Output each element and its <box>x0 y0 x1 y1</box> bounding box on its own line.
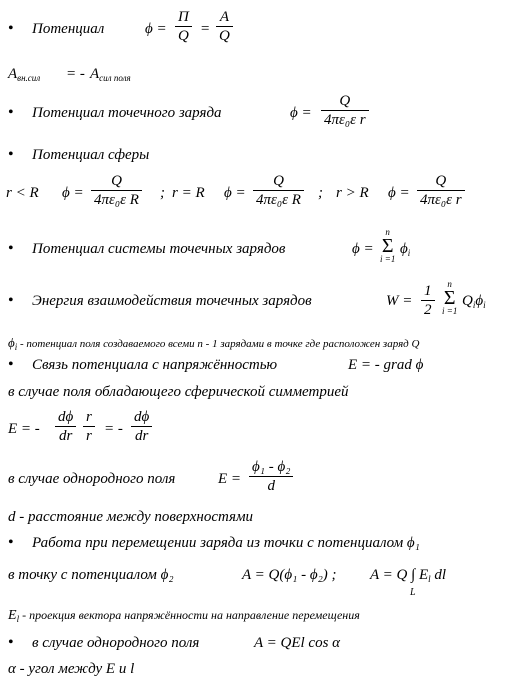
uniform-work-formula: A = QEl cos α <box>254 635 341 651</box>
potential-eq: ϕ = <box>145 21 167 37</box>
spherical-text: в случае поля обладающего сферической симметрией <box>8 384 349 400</box>
bullet: • <box>8 20 14 37</box>
bullet: • <box>8 240 14 257</box>
gradient-label: Связь потенциала с напряжённостью <box>32 357 278 373</box>
gradient-formula: E = - grad ϕ <box>348 357 424 373</box>
bullet: • <box>8 534 14 551</box>
potential-equals: = <box>200 21 211 37</box>
interaction-note: $\phi_i$ - потенциал поля создаваемого всеми n - 1 зарядами в точке где расположен заряд Q <box>8 335 420 352</box>
system-label: Потенциал системы точечных зарядов <box>32 241 286 257</box>
bullet: • <box>8 356 14 373</box>
angle-text: α - угол между E и l <box>8 661 135 677</box>
bullet: • <box>8 146 14 163</box>
potential-frac-1: П Q <box>175 8 192 45</box>
sphere-frac-2: $\frac{Q}{\text{4πε₀ε R}}$ <box>253 172 304 209</box>
interaction-label: Энергия взаимодействия точечных зарядов <box>32 293 312 309</box>
uniform-work-label: в случае однородного поля <box>32 635 200 651</box>
potential-frac-2: $\frac{A}{Q}$ <box>216 8 233 45</box>
potential-label: Потенциал <box>32 21 105 37</box>
point-charge-frac: $\frac{Q}{\text{4πε₀ε r}}$ <box>321 92 369 129</box>
projection-text: $E_l$ - проекция вектора напряжённости на направление перемещения <box>8 608 360 624</box>
document-page: • Потенциал ϕ = П Q = $\frac{A}{Q}$ $A_{вн.сил}$ = - $A_{сил поля}$ • Потенциал точечного заряда ϕ = $\frac{Q}{\text{4πε₀ε r}}$ • Потенциал сферы r < R ϕ = $\frac{Q}{\text{4πε₀ε R}}$ ; r = R ϕ = $\frac{Q}{\text{4πε₀ε R}}$ ; r > R ϕ = $\frac{Q}{\text{4πε₀ε r}}$ • Потенциал системы точечных зарядов ϕ = n Σ i =1 $\phi_i$ • Энергия взаимодействия точечных зарядов W = $\frac{1}{2}$ n Σ i =1 $Q_i\phi_i$ $\phi_i$ - потенциал поля создаваемого всеми n - 1 зарядами в точке где расположен заряд Q • Связь потенциала с напряжённостью E = - grad ϕ в случае поля обладающего сферической симметрией E = - $\frac{d\phi}{dr}$ $\frac{r}{r}$ = - $\frac{d\phi}{dr}$ в случае однородного поля E = $\frac{\text{ϕ₁ - ϕ₂}}{d}$ d - расстояние между поверхностями • Работа при перемещении заряда из точки с потенциалом ϕ₁ в точку с потенциалом ϕ₂ A = Q(ϕ₁ - ϕ₂) ; A = Q ∫ $E_l$ dl L $E_l$ - проекция вектора напряжённости на направление перемещения • в случае однородного поля A = QEl cos α α - угол между E и l <box>6 9 486 677</box>
sphere-frac-1: $\frac{Q}{\text{4πε₀ε R}}$ <box>91 172 142 209</box>
interaction-frac: $\frac{1}{2}$ <box>421 282 435 319</box>
sphere-frac-3: $\frac{Q}{\text{4πε₀ε r}}$ <box>417 172 465 209</box>
bullet: • <box>8 634 14 651</box>
sphere-label: Потенциал сферы <box>32 147 150 163</box>
bullet: • <box>8 292 14 309</box>
point-charge-label: Потенциал точечного заряда <box>32 105 222 121</box>
system-sum: n Σ i =1 <box>380 227 396 264</box>
work-label: Работа при перемещении заряда из точки с потенциалом ϕ₁ <box>32 535 420 551</box>
distance-text: d - расстояние между поверхностями <box>8 509 254 525</box>
interaction-sum: n Σ i =1 <box>442 279 458 316</box>
bullet: • <box>8 104 14 121</box>
